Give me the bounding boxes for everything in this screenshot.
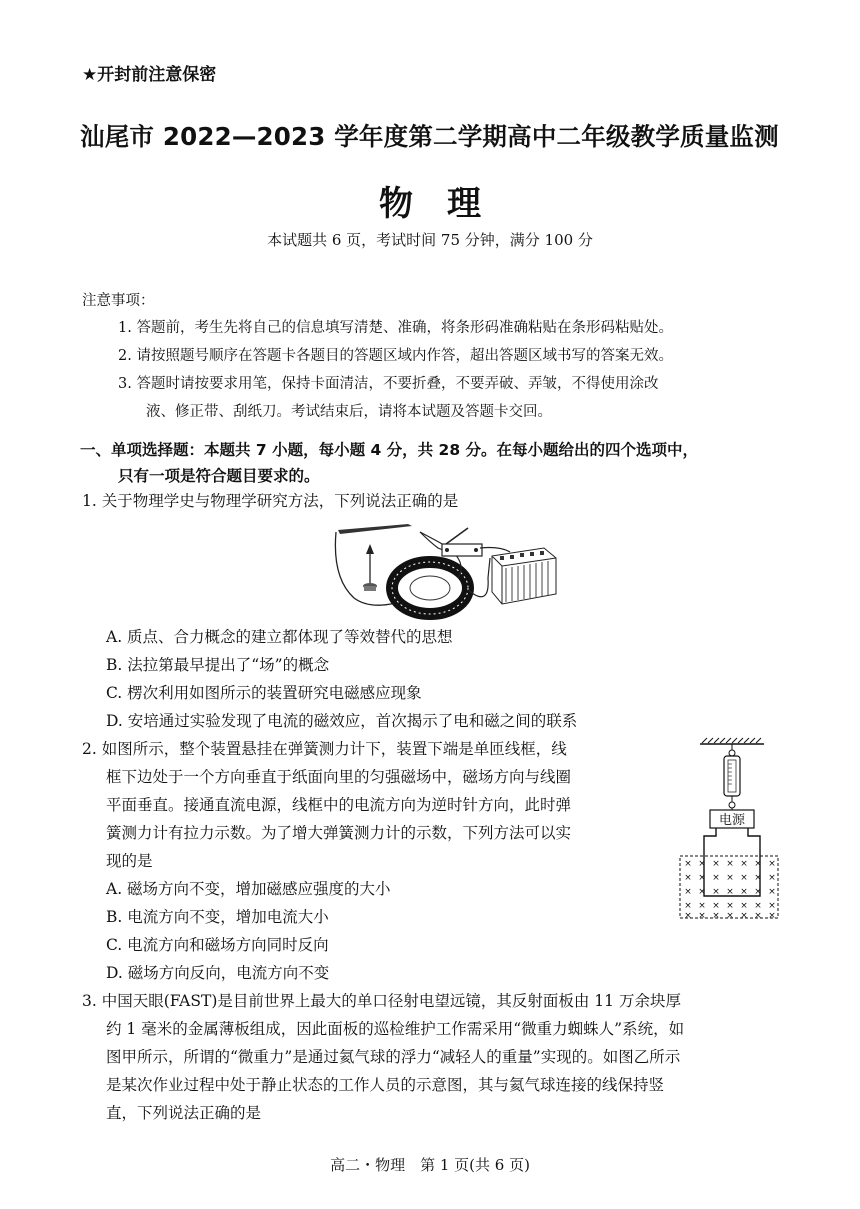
svg-text:×: × [712,859,720,869]
question-1-figure [330,518,560,620]
svg-text:×: × [712,873,720,883]
svg-text:×: × [754,901,762,911]
note-item: 2. 请按照题号顺序在答题卡各题目的答题区域内作答，超出答题区域书写的答案无效。 [118,348,673,364]
question-3-stem-line: 3. 中国天眼(FAST)是目前世界上最大的单口径射电望远镜，其反射面板由 11 万余块厚 [82,992,681,1010]
question-3-stem-line: 直，下列说法正确的是 [106,1104,262,1122]
section-heading: 一、单项选择题：本题共 7 小题，每小题 4 分，共 28 分。在每小题给出的四个选项中， [80,441,699,459]
question-1-option-a: A. 质点、合力概念的建立都体现了等效替代的思想 [106,628,453,646]
svg-text:×: × [740,859,748,869]
svg-text:×: × [768,911,776,921]
question-2-stem-line: 现的是 [106,852,153,870]
question-1-option-b: B. 法拉第最早提出了“场”的概念 [106,656,330,674]
question-2-stem-line: 框下边处于一个方向垂直于纸面向里的匀强磁场中，磁场方向与线圈 [106,768,572,786]
page-footer: 高二・物理 第 1 页(共 6 页) [330,1156,530,1174]
svg-text:×: × [698,887,706,897]
svg-text:×: × [698,901,706,911]
svg-text:×: × [698,873,706,883]
svg-text:×: × [698,859,706,869]
question-2-option-b: B. 电流方向不变，增加电流大小 [106,908,329,926]
svg-text:×: × [740,901,748,911]
svg-text:×: × [754,887,762,897]
svg-text:×: × [740,887,748,897]
confidential-label: ★开封前注意保密 [82,65,217,85]
svg-text:×: × [726,887,734,897]
svg-text:×: × [684,901,692,911]
note-item: 3. 答题时请按要求用笔，保持卡面清洁，不要折叠，不要弄破、弄皱，不得使用涂改 [118,376,659,392]
svg-text:×: × [726,911,734,921]
question-1-option-d: D. 安培通过实验发现了电流的磁效应，首次揭示了电和磁之间的联系 [106,712,578,730]
notes-heading: 注意事项： [82,293,155,309]
svg-text:×: × [768,901,776,911]
question-2-option-d: D. 磁场方向反向，电流方向不变 [106,964,330,982]
svg-text:×: × [684,859,692,869]
question-1-stem: 1. 关于物理学史与物理学研究方法，下列说法正确的是 [82,492,459,510]
exam-title: 汕尾市 2022—2023 学年度第二学期高中二年级教学质量监测 [80,122,779,151]
subject-title: 物 理 [379,184,481,224]
svg-text:×: × [684,887,692,897]
question-1-option-c: C. 楞次利用如图所示的装置研究电磁感应现象 [106,684,422,702]
svg-text:×: × [684,873,692,883]
svg-text:×: × [740,911,748,921]
svg-text:×: × [698,911,706,921]
svg-text:×: × [712,911,720,921]
svg-text:×: × [684,911,692,921]
question-3-stem-line: 约 1 毫米的金属薄板组成，因此面板的巡检维护工作需采用“微重力蜘蛛人”系统，如 [106,1020,685,1038]
note-item: 液、修正带、刮纸刀。考试结束后，请将本试题及答题卡交回。 [146,404,552,420]
question-2-stem-line: 平面垂直。接通直流电源，线框中的电流方向为逆时针方向，此时弹 [106,796,572,814]
svg-text:×: × [754,873,762,883]
svg-text:×: × [768,873,776,883]
svg-text:×: × [754,911,762,921]
svg-text:×: × [768,859,776,869]
question-2-option-c: C. 电流方向和磁场方向同时反向 [106,936,329,954]
svg-text:×: × [712,887,720,897]
question-2-stem-line: 2. 如图所示，整个装置悬挂在弹簧测力计下，装置下端是单匝线框，线 [82,740,567,758]
svg-text:×: × [726,859,734,869]
question-2-figure [672,736,784,926]
question-3-stem-line: 是某次作业过程中处于静止状态的工作人员的示意图，其与氦气球连接的线保持竖 [106,1076,665,1094]
svg-text:×: × [726,901,734,911]
question-3-stem-line: 图甲所示，所谓的“微重力”是通过氦气球的浮力“减轻人的重量”实现的。如图乙所示 [106,1048,681,1066]
section-heading-cont: 只有一项是符合题目要求的。 [118,467,320,485]
svg-text:×: × [754,859,762,869]
svg-text:×: × [726,873,734,883]
exam-info: 本试题共 6 页，考试时间 75 分钟，满分 100 分 [267,231,593,249]
note-item: 1. 答题前，考生先将自己的信息填写清楚、准确，将条形码准确粘贴在条形码粘贴处。 [118,320,673,336]
question-2-stem-line: 簧测力计有拉力示数。为了增大弹簧测力计的示数，下列方法可以实 [106,824,572,842]
svg-text:×: × [712,901,720,911]
svg-text:×: × [740,873,748,883]
power-supply-label: 电源 [718,813,746,828]
svg-text:×: × [768,887,776,897]
question-2-option-a: A. 磁场方向不变，增加磁感应强度的大小 [106,880,391,898]
